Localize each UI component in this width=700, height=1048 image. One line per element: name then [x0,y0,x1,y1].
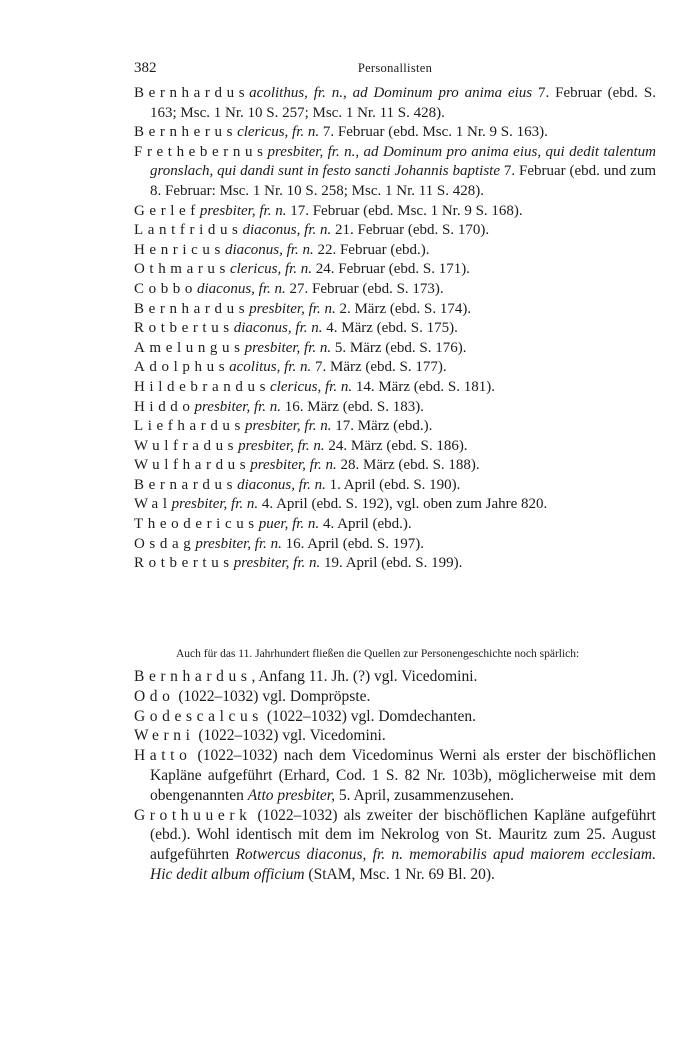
latin-quote: diaconus, fr. n. [237,476,326,493]
entry-text: 1. April (ebd. S. 190). [325,476,461,493]
person-name: Bernhardus [134,300,250,317]
list-entry [134,84,656,123]
entry-text: 2. März (ebd. S. 174). [335,300,472,317]
person-name: Odo [134,687,175,705]
entry-text: , Anfang 11. Jh. (?) vgl. Vicedomini. [251,668,478,685]
list-entry [134,476,656,496]
latin-quote: presbiter, fr. n. [194,398,282,415]
person-name: Lantfridus [134,222,243,239]
list-entry [134,746,656,805]
list-entry [134,687,656,707]
list-entry [134,707,656,727]
entry-text: (1022–1032) vgl. Domdechanten. [262,707,477,725]
person-name: Adolphus [134,359,230,376]
person-name: Bernhardus [134,85,250,101]
list-entry [134,280,656,300]
person-name: Wal [134,496,172,513]
latin-quote: Rotwercus diaconus, fr. n. memorabilis apud maiorem ecclesiam. Hic dedit album officium [150,846,656,883]
latin-quote: acolithus, fr. n., ad Dominum pro anima eius [249,85,533,101]
person-name: Wulfhardus [134,457,251,474]
list-entry [134,495,656,515]
page-number: 382 [134,60,157,76]
entry-text: 17. März (ebd.). [331,418,433,435]
entry-text: (1022–1032) vgl. Vicedomini. [194,727,386,745]
entry-text: 21. Februar (ebd. S. 170). [331,222,490,239]
latin-quote: clericus, fr. n. [229,261,313,278]
person-name: Gerlef [134,202,200,219]
entry-text: 17. Februar (ebd. Msc. 1 Nr. 9 S. 168). [286,202,523,219]
entry-text: 16. April (ebd. S. 197). [281,535,424,552]
latin-quote: presbiter, fr. n. [195,535,282,552]
entry-text: 5. April, zusammenzusehen. [334,786,515,804]
latin-quote: Atto presbiter, [247,786,335,804]
latin-quote: diaconus, fr. n. [224,241,314,258]
list-entry [134,358,656,378]
latin-quote: presbiter, fr. n. [244,418,332,435]
list-9th-century [134,84,656,574]
entry-text: (1022–1032) als zweiter der bischöflichen Kapläne aufgeführt (ebd.). Wohl identisch mit dem im Nekrolog von St. Mauritz zum 25. August aufgeführten [150,806,656,864]
person-name: Werni [134,727,195,745]
latin-quote: presbiter, fr. n. [244,339,332,356]
entry-text: 16. März (ebd. S. 183). [281,398,424,415]
list-entry [134,241,656,261]
entry-text: 14. März (ebd. S. 181). [352,378,495,395]
latin-quote: clericus, fr. n. [237,124,320,141]
list-entry [134,515,656,535]
list-entry [134,221,656,241]
person-name: Osdag [134,535,196,552]
latin-quote: presbiter, fr. n. [250,457,337,474]
latin-quote: acolitus, fr. n. [229,359,312,376]
entry-text: (1022–1032) vgl. Dompröpste. [174,687,371,705]
entry-text: 24. Februar (ebd. S. 171). [312,261,470,278]
person-name: Rotbertus [134,555,234,572]
person-name: Grothuuerk [134,806,252,824]
person-name: Cobbo [134,280,198,297]
person-name: Bernhardus [134,668,252,685]
list-entry [134,319,656,339]
person-name: Henricus [134,241,225,258]
list-entry [134,202,656,222]
person-name: Bernardus [134,476,238,493]
latin-quote: puer, fr. n. [258,516,320,533]
person-name: Amelungus [134,339,245,356]
list-entry [134,123,656,143]
page-header [134,60,656,82]
latin-quote: presbiter, fr. n. [249,300,336,317]
person-name: Wulfradus [134,437,239,454]
list-entry [134,456,656,476]
entry-text: 7. März (ebd. S. 177). [311,359,447,376]
list-entry [134,143,656,202]
person-name: Hildebrandus [134,378,271,395]
latin-quote: diaconus, fr. n. [197,280,286,297]
entry-text: 4. April (ebd. S. 192), vgl. oben zum Jahre 820. [258,496,548,513]
entry-text: (StAM, Msc. 1 Nr. 69 Bl. 20). [304,865,495,883]
latin-quote: diaconus, fr. n. [233,320,323,337]
latin-quote: presbiter, fr. n. [238,437,325,454]
entry-text: 27. Februar (ebd. S. 173). [285,280,444,297]
list-entry [134,437,656,457]
entry-text: 4. März (ebd. S. 175). [322,320,458,337]
list-entry [134,300,656,320]
entry-text: 28. März (ebd. S. 188). [336,457,480,474]
list-entry [134,554,656,574]
entry-text: 7. Februar (ebd. und zum 8. Februar: Msc. 1 Nr. 10 S. 258; Msc. 1 Nr. 11 S. 428). [150,163,656,199]
list-entry [134,339,656,359]
person-name: Liefhardus [134,418,245,435]
entry-text: 24. März (ebd. S. 186). [324,437,468,454]
list-entry [134,260,656,280]
list-entry [134,806,656,885]
list-entry [134,535,656,555]
entry-text: 4. April (ebd.). [319,516,412,533]
latin-quote: clericus, fr. n. [270,378,353,395]
person-name: Bernherus [134,124,238,141]
person-name: Godescalcus [134,707,263,725]
entry-text: (1022–1032) nach dem Vicedominus Werni als erster der bischöflichen Kapläne aufgeführt (Erhard, Cod. 1 S. 82 Nr. 103b), möglicherweise mit dem obengenannten [150,747,656,804]
entry-text: 5. März (ebd. S. 176). [331,339,467,356]
person-name: Hatto [134,747,192,765]
list-entry [134,398,656,418]
entry-text: 7. Februar (ebd. S. 163; Msc. 1 Nr. 10 S. 257; Msc. 1 Nr. 11 S. 428). [150,85,656,121]
person-name: Theodericus [134,516,259,533]
person-name: Frethebernus [134,143,268,160]
list-entry [134,726,656,746]
entry-text: 22. Februar (ebd.). [313,241,430,258]
latin-quote: presbiter, fr. n., ad Dominum pro anima eius, qui dedit talentum gronslach, qui dandi sunt in festo sancti Johannis baptiste [150,143,656,180]
person-name: Othmarus [134,261,230,278]
entry-text: 19. April (ebd. S. 199). [320,555,463,572]
list-entry [134,667,656,687]
entry-text: 7. Februar (ebd. Msc. 1 Nr. 9 S. 163). [319,124,548,141]
list-entry [134,417,656,437]
latin-quote: presbiter, fr. n. [233,555,321,572]
person-name: Rotbertus [134,320,234,337]
running-head: Personallisten [357,61,433,75]
latin-quote: presbiter, fr. n. [171,496,259,513]
list-11th-century [134,667,656,885]
person-name: Hiddo [134,398,195,415]
list-entry [134,378,656,398]
intro-11th-century: Auch für das 11. Jahrhundert fließen die Quellen zur Personengeschichte noch spärlich: [176,648,580,660]
latin-quote: diaconus, fr. n. [242,222,332,239]
latin-quote: presbiter, fr. n. [199,202,287,219]
